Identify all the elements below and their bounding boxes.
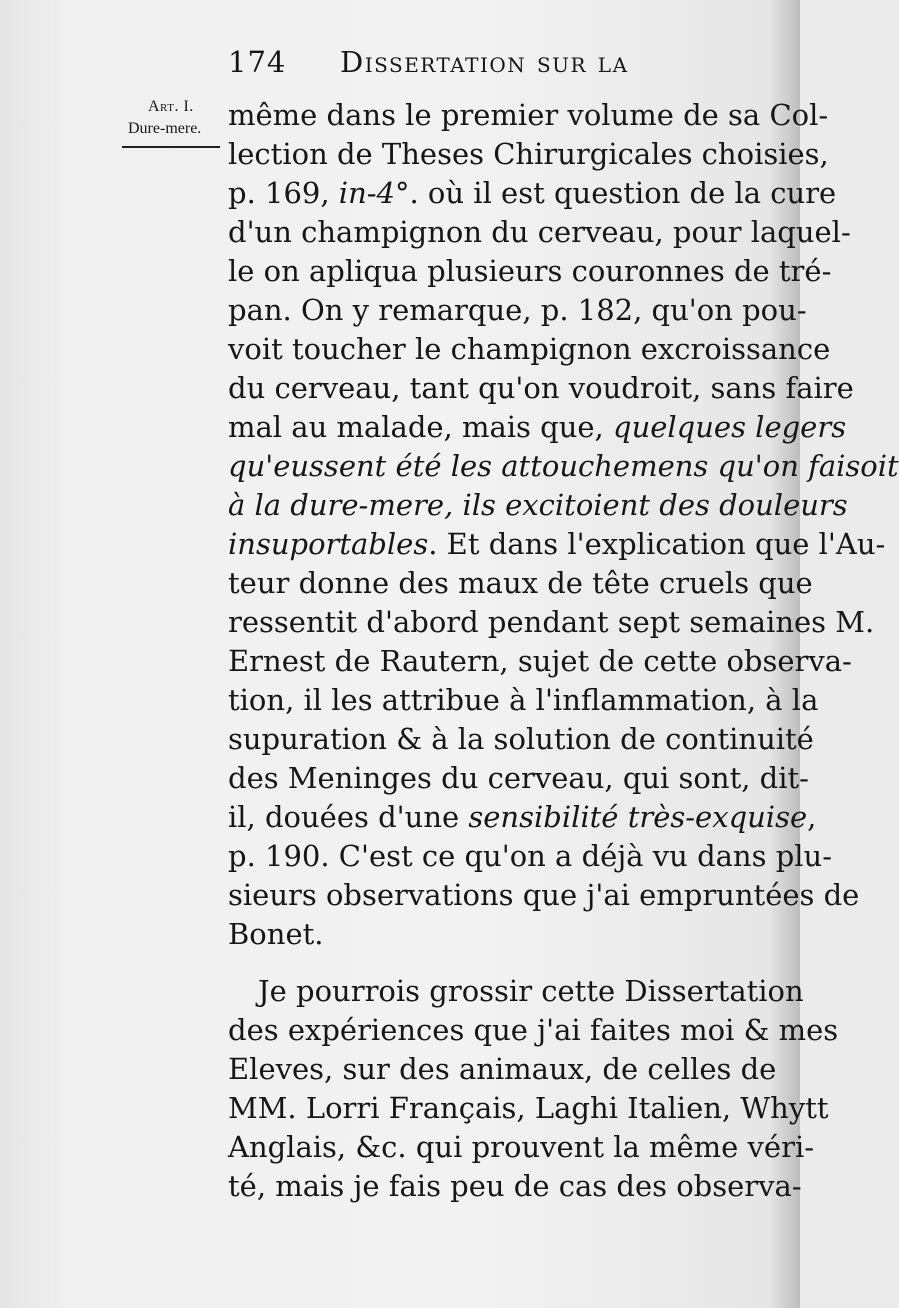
text-line xyxy=(228,759,809,798)
text-line xyxy=(228,1167,802,1206)
text-run: , xyxy=(807,800,817,834)
running-title: Dissertation sur la xyxy=(340,45,629,79)
text-line xyxy=(228,798,817,837)
paragraph-gap xyxy=(228,954,768,972)
text-line xyxy=(228,135,829,174)
text-line xyxy=(228,681,819,720)
text-run: Je pourrois grossir cette Dissertation xyxy=(258,974,804,1008)
italic-run: insuportables xyxy=(228,527,429,561)
text-run: le on apliqua plusieurs couronnes de tré- xyxy=(228,254,832,288)
text-run: ressentit d'abord pendant sept semaines M. xyxy=(228,605,875,639)
text-run: supuration & à la solution de continuité xyxy=(228,722,814,756)
text-run: p. 190. C'est ce qu'on a déjà vu dans plu- xyxy=(228,839,833,873)
text-line xyxy=(228,1011,839,1050)
page-header xyxy=(228,40,698,84)
text-run: d'un champignon du cerveau, pour laquel- xyxy=(228,215,851,249)
margin-subject-label: Dure-mere. xyxy=(128,120,202,137)
margin-article-label: Art. I. xyxy=(148,98,194,115)
text-line xyxy=(228,876,860,915)
text-run: MM. Lorri Français, Laghi Italien, Whytt xyxy=(228,1091,829,1125)
text-line xyxy=(228,1050,777,1089)
text-line xyxy=(228,486,848,525)
text-line xyxy=(228,1089,829,1128)
text-line xyxy=(228,1128,815,1167)
text-line xyxy=(228,642,852,681)
text-run: Bonet. xyxy=(228,917,324,951)
text-line xyxy=(228,525,886,564)
text-run: tion, il les attribue à l'inflammation, à la xyxy=(228,683,819,717)
text-line xyxy=(228,369,854,408)
text-run: p. 169, xyxy=(228,176,339,210)
text-run: du cerveau, tant qu'on voudroit, sans faire xyxy=(228,371,854,405)
paragraph-1 xyxy=(228,96,899,954)
page-number: 174 xyxy=(228,45,287,79)
text-line xyxy=(228,720,814,759)
text-run: Ernest de Rautern, sujet de cette observa- xyxy=(228,644,852,678)
italic-run: quelques legers xyxy=(613,410,847,444)
text-run: même dans le premier volume de sa Col- xyxy=(228,98,829,132)
text-run: voit toucher le champignon excroissance xyxy=(228,332,831,366)
text-line xyxy=(228,252,832,291)
margin-note xyxy=(122,96,222,148)
text-run: des expériences que j'ai faites moi & mes xyxy=(228,1013,839,1047)
text-run: . Et dans l'explication que l'Au- xyxy=(428,527,886,561)
text-run: mal au malade, mais que, xyxy=(228,410,613,444)
text-line xyxy=(228,603,875,642)
text-line xyxy=(228,174,837,213)
text-run: teur donne des maux de tête cruels que xyxy=(228,566,813,600)
italic-run: in-4° xyxy=(338,176,410,210)
text-line xyxy=(228,96,829,135)
text-line xyxy=(228,972,804,1011)
margin-rule xyxy=(122,146,220,148)
text-line xyxy=(228,213,851,252)
text-line xyxy=(228,291,807,330)
text-run: sieurs observations que j'ai empruntées de xyxy=(228,878,860,912)
italic-run: à la dure-mere, ils excitoient des douleurs xyxy=(228,488,848,522)
text-line xyxy=(228,837,833,876)
italic-run: qu'eussent été les attouchemens qu'on faisoit xyxy=(228,449,899,483)
body-text xyxy=(228,96,899,1206)
text-run: té, mais je fais peu de cas des observa- xyxy=(228,1169,802,1203)
text-line xyxy=(228,915,768,954)
text-run: pan. On y remarque, p. 182, qu'on pou- xyxy=(228,293,807,327)
text-run: . où il est question de la cure xyxy=(409,176,837,210)
paragraph-2 xyxy=(228,972,839,1206)
text-line xyxy=(228,330,831,369)
text-line xyxy=(228,564,813,603)
text-run: des Meninges du cerveau, qui sont, dit- xyxy=(228,761,809,795)
text-run: il, douées d'une xyxy=(228,800,469,834)
text-run: Eleves, sur des animaux, de celles de xyxy=(228,1052,777,1086)
text-line xyxy=(228,447,899,486)
text-run: lection de Theses Chirurgicales choisies, xyxy=(228,137,829,171)
text-line xyxy=(228,408,847,447)
italic-run: sensibilité très-exquise xyxy=(468,800,808,834)
text-run: Anglais, &c. qui prouvent la même véri- xyxy=(228,1130,815,1164)
